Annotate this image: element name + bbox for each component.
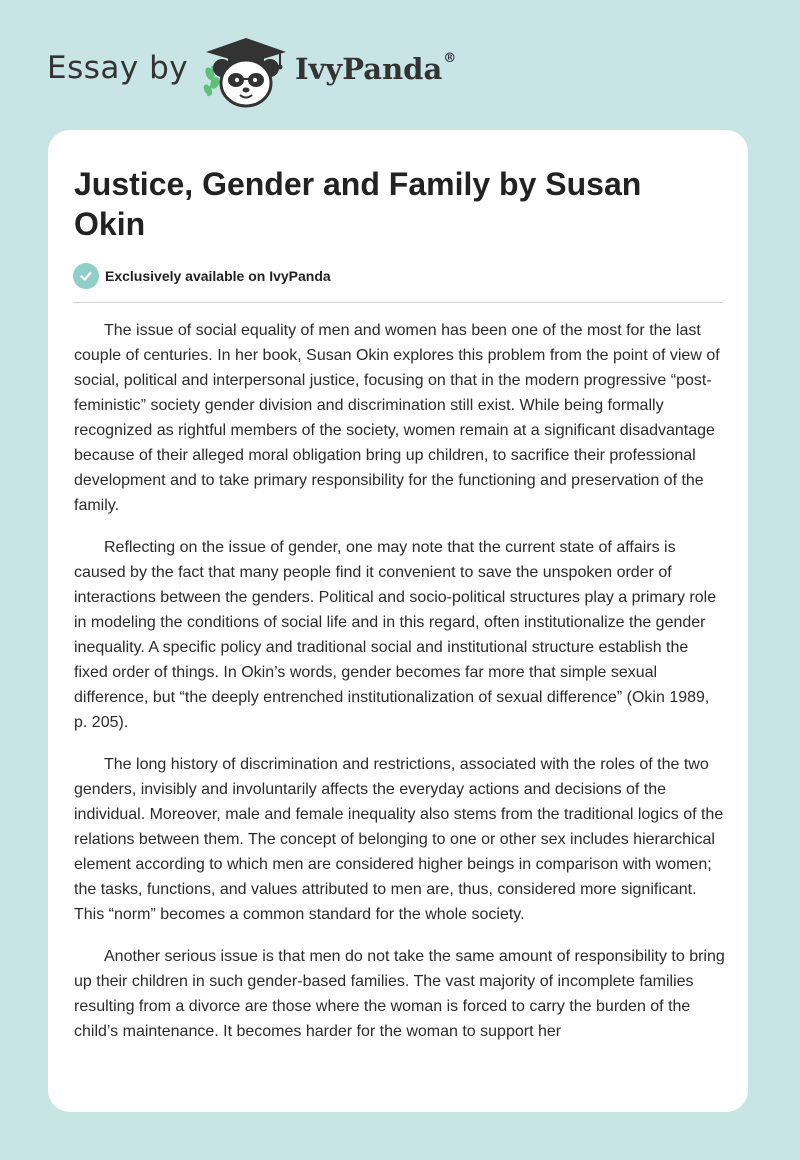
exclusive-label: Exclusively available on IvyPanda: [105, 268, 331, 284]
panda-logo-icon[interactable]: [200, 36, 292, 110]
paragraph: Reflecting on the issue of gender, one may note that the current state of affairs is caused by the fact that many people find it convenient to save the unspoken order of interactions between the genders. Political and socio-political structures play a primary role in modeling the conditions of social life and in this regard, often institutionalize the gender inequality. A specific policy and traditional social and institutional structure establish the fixed order of things. In Okin’s words, gender becomes far more that simple sexual difference, but “the deeply entrenched institutionalization of sexual difference” (Okin 1989, p. 205).: [74, 539, 717, 731]
registered-mark: ®: [443, 51, 457, 67]
article-body: [74, 318, 726, 1061]
paragraph: Another serious issue is that men do not take the same amount of responsibility to bring up their children in such gender-based families. The vast majority of incomplete families resulting from a divorce are those where the woman is forced to carry the burden of the child’s maintenance. It becomes harder for the woman to support her: [74, 948, 725, 1040]
divider: [73, 302, 723, 303]
essay-by-label: Essay by: [47, 50, 189, 86]
brand-name[interactable]: IvyPanda®: [295, 51, 457, 86]
check-circle-icon: [73, 263, 99, 289]
article-title: Justice, Gender and Family by Susan Okin: [74, 166, 642, 242]
site-header: [0, 0, 800, 130]
paragraph: The long history of discrimination and restrictions, associated with the roles of the two genders, invisibly and involuntarily affects the everyday actions and decisions of the individual. Moreover, male and female inequality also stems from the traditional logics of the relations between them. The concept of belonging to one or other sex includes hierarchical element according to which men are considered higher beings in comparison with women; the tasks, functions, and values attributed to men are, thus, considered more significant. This “norm” becomes a common standard for the whole society.: [74, 756, 724, 923]
article-card: [48, 130, 748, 1112]
exclusive-badge: [73, 263, 331, 289]
paragraph: The issue of social equality of men and women has been one of the most for the last couple of centuries. In her book, Susan Okin explores this problem from the point of view of social, political and interpersonal justice, focusing on that in the modern progressive “post-feministic” society gender division and discrimination still exist. While being formally recognized as rightful members of the society, women remain at a significant disadvantage because of their alleged moral obligation bring up children, to sacrifice their professional development and to take primary responsibility for the functioning and preservation of the family.: [74, 322, 720, 514]
